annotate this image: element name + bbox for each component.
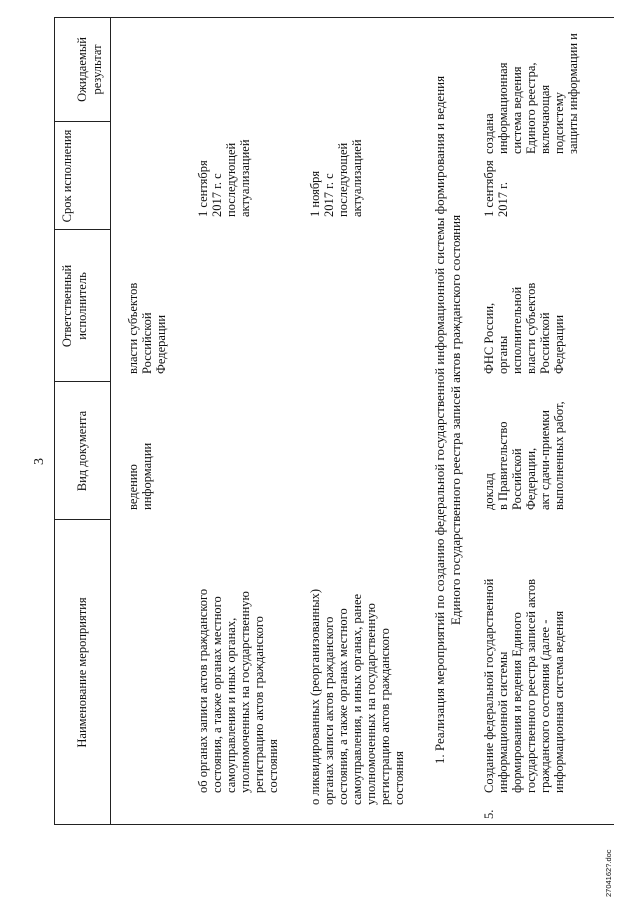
sub-item-name: об органах записи актов гражданского состояния, а также органах местного самоуправления и иных органах, уполномоченных на государственную регистрацию актов гражданского состояния bbox=[196, 588, 280, 793]
header-bottom-border bbox=[110, 17, 111, 825]
sub-item-name: о ликвидированных (реорганизованных) органах записи актов гражданского состояния, а также органах местного самоуправления, и иных органах, ранее уполномоченных на государственную регистрацию актов гражданского состояния bbox=[308, 588, 406, 805]
row5-result: создана информационная система ведения Единого реестра, включающая подсистему защиты информации и bbox=[482, 33, 580, 154]
header-deadline: Срок исполнения bbox=[60, 129, 74, 223]
row5-responsible: ФНС России, органы исполнительной власти субъектов Российской Федерации bbox=[482, 282, 566, 374]
table-top-border bbox=[54, 17, 55, 825]
page-number: 3 bbox=[32, 458, 47, 465]
row5-deadline: 1 сентября 2017 г. bbox=[482, 160, 510, 217]
column-divider bbox=[54, 519, 110, 520]
table-border-right bbox=[54, 17, 614, 18]
header-responsible: Ответственный исполнитель bbox=[60, 264, 89, 348]
header-name: Наименование мероприятия bbox=[75, 597, 89, 748]
sub-item-deadline: 1 ноября 2017 г. с последующей актуализацией bbox=[308, 139, 364, 217]
header-doc-type: Вид документа bbox=[75, 410, 89, 492]
row5-number: 5. bbox=[482, 809, 496, 819]
continued-doc-type: ведению информации bbox=[126, 442, 154, 510]
row5-doc-type: доклад в Правительство Российской Федерации, акт сдачи-приемки выполненных работ, bbox=[482, 401, 566, 510]
section-title: 1. Реализация мероприятий по созданию федеральной государственной информационной системы формирования и ведения Единого государственного реестра записей актов гражданского состояния bbox=[432, 75, 463, 765]
column-divider bbox=[54, 381, 110, 382]
row5-name: Создание федеральной государственной информационной системы формирования и ведения Единого государственного реестра записей актов гражданского состояния (далее - информационная система ведения bbox=[482, 578, 566, 793]
table-border-left bbox=[54, 824, 614, 825]
column-divider bbox=[54, 229, 110, 230]
file-name-footer: 2704162?.doc bbox=[604, 849, 613, 897]
sub-item-deadline: 1 сентября 2017 г. с последующей актуализацией bbox=[196, 139, 252, 217]
continued-responsible: власти субъектов Российской Федерации bbox=[126, 282, 168, 374]
column-divider bbox=[54, 121, 110, 122]
header-result: Ожидаемый результат bbox=[75, 37, 104, 102]
